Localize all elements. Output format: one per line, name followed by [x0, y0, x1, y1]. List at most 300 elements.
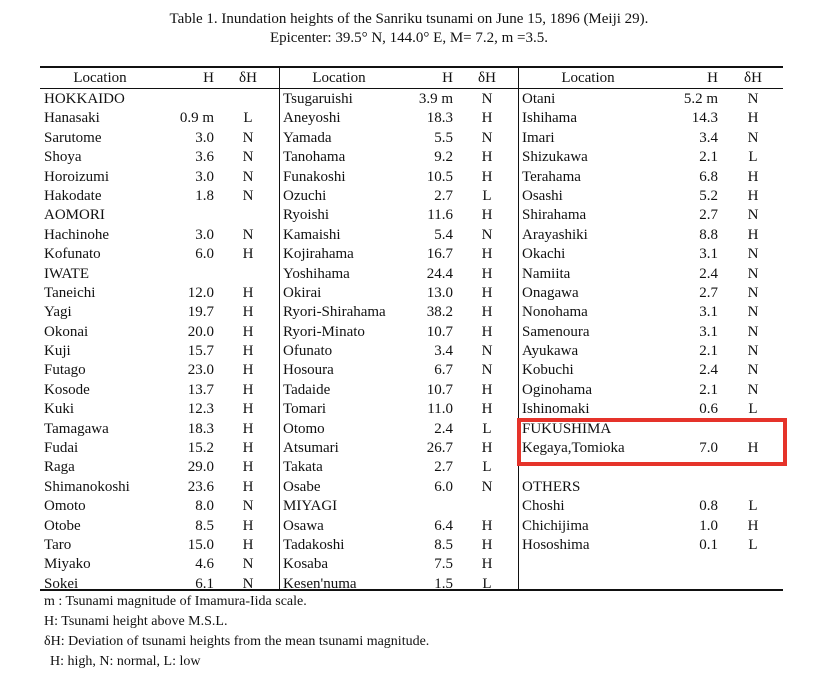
cell-deviation: N — [481, 129, 493, 146]
cell-location: Samenoura — [522, 323, 590, 340]
table-row — [518, 284, 783, 303]
cell-deviation: N — [242, 556, 254, 573]
cell-deviation: H — [242, 323, 254, 340]
cell-deviation: H — [481, 401, 493, 418]
cell-location: Ryoishi — [283, 207, 330, 224]
cell-deviation: H — [481, 381, 493, 398]
cell-height: 6.4 — [434, 517, 453, 534]
cell-height: 38.2 — [426, 304, 453, 321]
cell-deviation: H — [242, 459, 254, 476]
table-row — [279, 361, 518, 380]
cell-height: 6.0 — [434, 478, 453, 495]
table-row — [40, 555, 279, 574]
cell-deviation: L — [243, 110, 253, 127]
table-caption-epicenter: Epicenter: 39.5° N, 144.0° E, M= 7.2, m =3.5. — [269, 30, 549, 46]
cell-height: 3.1 — [699, 304, 718, 321]
cell-location: Hachinohe — [44, 226, 109, 243]
cell-deviation: H — [242, 517, 254, 534]
cell-location: Osawa — [283, 517, 324, 534]
cell-location: Takata — [283, 459, 323, 476]
cell-location: Ishihama — [522, 110, 577, 127]
cell-location: Shoya — [44, 149, 82, 166]
cell-height: 2.7 — [434, 459, 453, 476]
table-row — [40, 381, 279, 400]
cell-location: Funakoshi — [283, 168, 346, 185]
table-row — [40, 303, 279, 322]
table-row — [518, 536, 783, 555]
cell-deviation: H — [242, 536, 254, 553]
cell-height: 2.4 — [699, 362, 718, 379]
cell-location: Atsumari — [283, 440, 339, 457]
cell-height: 7.0 — [699, 440, 718, 457]
cell-height: 18.3 — [426, 110, 453, 127]
cell-location: Raga — [44, 459, 75, 476]
table-row — [518, 303, 783, 322]
table-row — [279, 381, 518, 400]
cell-height: 2.1 — [699, 343, 718, 360]
cell-height: 2.4 — [434, 420, 453, 437]
table-row — [40, 226, 279, 245]
note-height: H: Tsunami height above M.S.L. — [44, 614, 228, 629]
table-row — [279, 109, 518, 128]
cell-location: Kesen'numa — [283, 575, 357, 592]
cell-deviation: H — [481, 168, 493, 185]
cell-deviation: H — [481, 536, 493, 553]
cell-deviation: H — [481, 304, 493, 321]
cell-deviation: H — [481, 284, 493, 301]
cell-height: 5.2 — [699, 187, 718, 204]
header-h: H — [707, 70, 718, 86]
cell-deviation: H — [481, 517, 493, 534]
table-row — [40, 265, 279, 284]
table-row — [279, 555, 518, 574]
table-row — [518, 361, 783, 380]
cell-location: Kamaishi — [283, 226, 341, 243]
table-row — [40, 517, 279, 536]
header-dh: δH — [478, 70, 496, 86]
cell-location: Hosoura — [283, 362, 334, 379]
table-row — [279, 284, 518, 303]
header-h: H — [203, 70, 214, 86]
table-row — [40, 206, 279, 225]
table-row — [518, 517, 783, 536]
cell-deviation: N — [242, 149, 254, 166]
cell-deviation: H — [242, 401, 254, 418]
cell-location: Shizukawa — [522, 149, 588, 166]
cell-deviation: N — [747, 246, 759, 263]
cell-deviation: L — [748, 536, 758, 553]
cell-location: Tsugaruishi — [283, 91, 353, 107]
cell-location: Aneyoshi — [283, 110, 341, 127]
cell-location: Yamada — [283, 129, 332, 146]
cell-location: Nonohama — [522, 304, 588, 321]
cell-height: 0.8 — [699, 498, 718, 515]
cell-location: Otobe — [44, 517, 81, 534]
table-row — [518, 555, 783, 574]
cell-height: 15.2 — [187, 440, 214, 457]
cell-deviation: L — [482, 187, 492, 204]
cell-location: FUKUSHIMA — [522, 420, 612, 437]
cell-location: Kofunato — [44, 246, 101, 263]
cell-deviation: N — [747, 91, 759, 107]
cell-location: Okonai — [44, 323, 89, 340]
cell-location: Kosode — [44, 381, 90, 398]
cell-deviation: H — [481, 246, 493, 263]
table-row — [279, 265, 518, 284]
cell-deviation: N — [481, 91, 493, 107]
inundation-table — [40, 66, 783, 591]
cell-height: 1.0 — [699, 517, 718, 534]
cell-location: Terahama — [522, 168, 581, 185]
cell-height: 10.5 — [426, 168, 453, 185]
table-row — [40, 245, 279, 264]
table-row — [518, 497, 783, 516]
cell-height: 12.3 — [187, 401, 214, 418]
cell-deviation: N — [481, 362, 493, 379]
table-row — [279, 478, 518, 497]
cell-location: Kojirahama — [283, 246, 354, 263]
cell-deviation: N — [242, 168, 254, 185]
header-rule — [40, 88, 783, 89]
cell-height: 11.6 — [427, 207, 453, 224]
table-row — [40, 90, 279, 109]
cell-location: Kobuchi — [522, 362, 574, 379]
cell-deviation: H — [481, 149, 493, 166]
table-row — [40, 420, 279, 439]
cell-height: 2.1 — [699, 149, 718, 166]
cell-location: Ofunato — [283, 343, 333, 360]
table-row — [518, 575, 783, 594]
cell-height: 5.2 m — [683, 91, 718, 107]
table-row — [279, 226, 518, 245]
cell-location: Kosaba — [283, 556, 328, 573]
cell-height: 2.1 — [699, 381, 718, 398]
cell-deviation: H — [242, 420, 254, 437]
header-dh: δH — [744, 70, 762, 86]
table-row — [40, 497, 279, 516]
cell-location: Tamagawa — [44, 420, 109, 437]
cell-deviation: N — [481, 478, 493, 495]
cell-location: Chichijima — [522, 517, 589, 534]
cell-height: 8.8 — [699, 226, 718, 243]
cell-height: 2.4 — [699, 265, 718, 282]
cell-height: 24.4 — [426, 265, 453, 282]
cell-deviation: H — [242, 440, 254, 457]
cell-location: Ryori-Shirahama — [283, 304, 386, 321]
table-notes — [44, 592, 429, 672]
cell-deviation: L — [482, 575, 492, 592]
cell-location: Osabe — [283, 478, 321, 495]
cell-height: 6.8 — [699, 168, 718, 185]
cell-deviation: N — [747, 362, 759, 379]
table-row — [279, 129, 518, 148]
table-row — [518, 400, 783, 419]
cell-location: OTHERS — [522, 478, 581, 495]
table-row — [518, 342, 783, 361]
cell-height: 6.7 — [434, 362, 453, 379]
cell-deviation: H — [481, 110, 493, 127]
cell-location: Taro — [44, 536, 72, 553]
cell-height: 3.0 — [195, 168, 214, 185]
table-row — [40, 342, 279, 361]
cell-height: 3.4 — [434, 343, 453, 360]
table-row — [40, 323, 279, 342]
cell-height: 1.8 — [195, 187, 214, 204]
cell-deviation: H — [481, 556, 493, 573]
table-row — [40, 187, 279, 206]
cell-height: 3.6 — [195, 149, 214, 166]
cell-height: 15.0 — [187, 536, 214, 553]
cell-location: Hososhima — [522, 536, 590, 553]
cell-height: 3.0 — [195, 129, 214, 146]
table-row — [40, 129, 279, 148]
table-row — [40, 536, 279, 555]
cell-location: Sokei — [44, 575, 79, 592]
cell-height: 26.7 — [426, 440, 453, 457]
table-row — [279, 187, 518, 206]
cell-location: Ryori-Minato — [283, 323, 365, 340]
cell-location: Okachi — [522, 246, 566, 263]
cell-height: 13.7 — [187, 381, 214, 398]
cell-height: 3.9 m — [418, 91, 453, 107]
cell-deviation: N — [481, 226, 493, 243]
fukushima-highlight-box — [517, 418, 787, 466]
table-row — [40, 361, 279, 380]
cell-deviation: H — [242, 304, 254, 321]
table-row — [518, 168, 783, 187]
table-row — [40, 439, 279, 458]
table-row — [279, 517, 518, 536]
cell-height: 8.5 — [434, 536, 453, 553]
cell-height: 2.7 — [699, 207, 718, 224]
cell-location: Kegaya,Tomioka — [522, 440, 625, 457]
note-magnitude: m : Tsunami magnitude of Imamura-Iida scale. — [44, 594, 307, 609]
table-row — [279, 148, 518, 167]
cell-location: Kuji — [44, 343, 71, 360]
table-row — [518, 226, 783, 245]
cell-height: 3.1 — [699, 246, 718, 263]
cell-location: MIYAGI — [283, 498, 338, 515]
cell-location: Arayashiki — [522, 226, 588, 243]
cell-location: Tomari — [283, 401, 327, 418]
cell-location: Namiita — [522, 265, 571, 282]
cell-height: 9.2 — [434, 149, 453, 166]
note-deviation: δH: Deviation of tsunami heights from the mean tsunami magnitude. — [44, 634, 430, 649]
table-row — [279, 497, 518, 516]
table-row — [279, 303, 518, 322]
cell-deviation: H — [242, 284, 254, 301]
cell-height: 23.6 — [187, 478, 214, 495]
table-row — [279, 420, 518, 439]
table-row — [40, 478, 279, 497]
cell-deviation: N — [747, 304, 759, 321]
cell-location: Hakodate — [44, 187, 102, 204]
cell-deviation: N — [747, 343, 759, 360]
cell-height: 13.0 — [426, 284, 453, 301]
table-row — [279, 439, 518, 458]
table-caption-title: Table 1. Inundation heights of the Sanriku tsunami on June 15, 1896 (Meiji 29). — [169, 11, 649, 27]
cell-height: 20.0 — [187, 323, 214, 340]
cell-deviation: N — [242, 498, 254, 515]
cell-location: Okirai — [283, 284, 322, 301]
cell-location: Tanohama — [283, 149, 346, 166]
table-row — [279, 206, 518, 225]
cell-location: Ayukawa — [522, 343, 579, 360]
cell-deviation: N — [242, 187, 254, 204]
table-row — [518, 478, 783, 497]
table-row — [40, 400, 279, 419]
cell-location: Horoizumi — [44, 168, 109, 185]
cell-height: 15.7 — [187, 343, 214, 360]
cell-deviation: N — [747, 381, 759, 398]
cell-deviation: N — [747, 284, 759, 301]
cell-height: 18.3 — [187, 420, 214, 437]
cell-deviation: N — [242, 129, 254, 146]
cell-deviation: H — [242, 381, 254, 398]
table-row — [279, 90, 518, 109]
cell-height: 3.4 — [699, 129, 718, 146]
cell-location: IWATE — [44, 265, 89, 282]
cell-location: Futago — [44, 362, 86, 379]
cell-deviation: H — [481, 323, 493, 340]
cell-location: Osashi — [522, 187, 563, 204]
cell-height: 7.5 — [434, 556, 453, 573]
note-legend: H: high, N: normal, L: low — [50, 654, 201, 669]
cell-height: 14.3 — [691, 110, 718, 127]
cell-height: 6.0 — [195, 246, 214, 263]
cell-height: 10.7 — [426, 381, 453, 398]
table-row — [279, 400, 518, 419]
table-row — [279, 323, 518, 342]
cell-location: Yagi — [44, 304, 72, 321]
cell-location: Yoshihama — [283, 265, 350, 282]
cell-location: Taneichi — [44, 284, 96, 301]
cell-location: Ozuchi — [283, 187, 327, 204]
cell-deviation: H — [747, 440, 759, 457]
cell-height: 5.4 — [434, 226, 453, 243]
cell-deviation: N — [481, 343, 493, 360]
cell-height: 6.1 — [195, 575, 214, 592]
cell-height: 0.1 — [699, 536, 718, 553]
cell-location: Choshi — [522, 498, 565, 515]
cell-location: Oginohama — [522, 381, 592, 398]
cell-height: 19.7 — [187, 304, 214, 321]
cell-deviation: H — [747, 226, 759, 243]
cell-height: 29.0 — [187, 459, 214, 476]
cell-deviation: L — [748, 149, 758, 166]
cell-height: 4.6 — [195, 556, 214, 573]
cell-location: Imari — [522, 129, 555, 146]
cell-location: Shirahama — [522, 207, 587, 224]
column-header — [518, 68, 783, 88]
cell-deviation: N — [747, 265, 759, 282]
cell-location: Onagawa — [522, 284, 579, 301]
cell-height: 3.0 — [195, 226, 214, 243]
cell-location: Otani — [522, 91, 556, 107]
cell-deviation: H — [481, 440, 493, 457]
cell-deviation: L — [482, 459, 492, 476]
table-row — [518, 381, 783, 400]
cell-height: 8.5 — [195, 517, 214, 534]
table-row — [518, 109, 783, 128]
cell-height: 10.7 — [426, 323, 453, 340]
table-row — [40, 148, 279, 167]
cell-height: 2.7 — [434, 187, 453, 204]
cell-deviation: H — [242, 362, 254, 379]
cell-height: 1.5 — [434, 575, 453, 592]
header-location: Location — [73, 70, 127, 86]
cell-location: Ishinomaki — [522, 401, 590, 418]
cell-deviation: N — [242, 575, 254, 592]
cell-deviation: N — [747, 207, 759, 224]
header-location: Location — [312, 70, 366, 86]
table-row — [279, 536, 518, 555]
cell-deviation: H — [481, 207, 493, 224]
cell-location: Sarutome — [44, 129, 102, 146]
cell-height: 23.0 — [187, 362, 214, 379]
table-row — [518, 206, 783, 225]
cell-location: HOKKAIDO — [44, 91, 125, 107]
table-row — [518, 245, 783, 264]
cell-height: 3.1 — [699, 323, 718, 340]
cell-location: Tadakoshi — [283, 536, 345, 553]
cell-deviation: H — [747, 517, 759, 534]
table-row — [518, 148, 783, 167]
cell-location: Kuki — [44, 401, 74, 418]
cell-height: 12.0 — [187, 284, 214, 301]
cell-location: Hanasaki — [44, 110, 100, 127]
header-h: H — [442, 70, 453, 86]
cell-location: Otomo — [283, 420, 325, 437]
cell-deviation: H — [747, 110, 759, 127]
cell-deviation: H — [242, 343, 254, 360]
table-row — [279, 458, 518, 477]
header-dh: δH — [239, 70, 257, 86]
table-row — [518, 265, 783, 284]
cell-height: 0.6 — [699, 401, 718, 418]
table-row — [279, 342, 518, 361]
cell-height: 5.5 — [434, 129, 453, 146]
column-header — [279, 68, 518, 88]
cell-location: Shimanokoshi — [44, 478, 130, 495]
cell-deviation: H — [747, 187, 759, 204]
cell-height: 0.9 m — [179, 110, 214, 127]
cell-deviation: L — [748, 401, 758, 418]
table-row — [40, 168, 279, 187]
table-row — [518, 187, 783, 206]
column-header — [40, 68, 279, 88]
table-row — [40, 458, 279, 477]
cell-location: Miyako — [44, 556, 91, 573]
header-location: Location — [561, 70, 615, 86]
cell-location: Omoto — [44, 498, 86, 515]
cell-deviation: H — [242, 478, 254, 495]
cell-height: 16.7 — [426, 246, 453, 263]
cell-height: 8.0 — [195, 498, 214, 515]
cell-location: Fudai — [44, 440, 79, 457]
cell-location: AOMORI — [44, 207, 105, 224]
table-row — [40, 109, 279, 128]
cell-deviation: H — [747, 168, 759, 185]
cell-deviation: N — [747, 129, 759, 146]
cell-location: Tadaide — [283, 381, 331, 398]
cell-deviation: N — [747, 323, 759, 340]
table-row — [518, 129, 783, 148]
table-row — [518, 90, 783, 109]
table-row — [279, 245, 518, 264]
cell-height: 11.0 — [427, 401, 453, 418]
cell-deviation: H — [242, 246, 254, 263]
